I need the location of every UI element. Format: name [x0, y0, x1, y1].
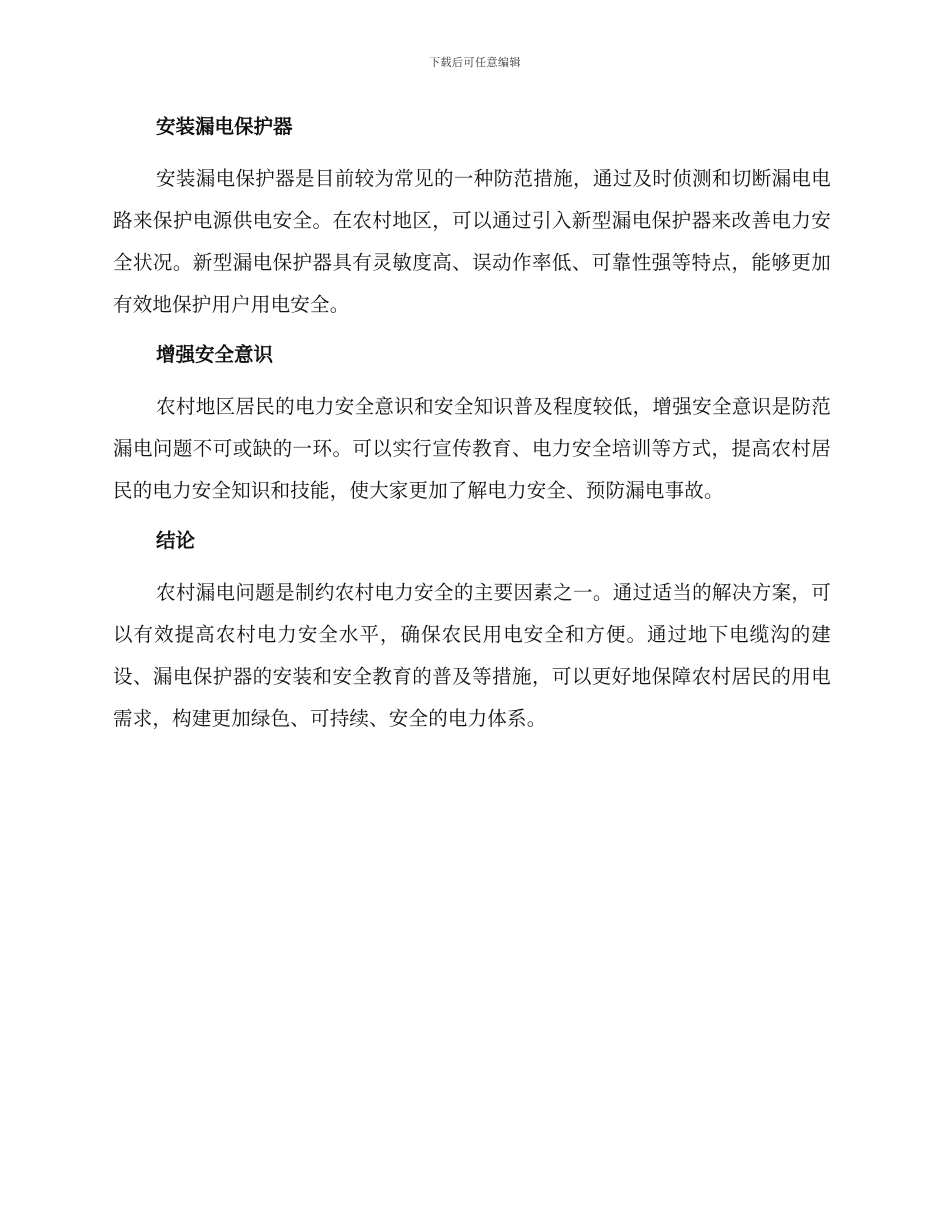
section-safety-awareness	[113, 338, 831, 512]
section-paragraph: 安装漏电保护器是目前较为常见的一种防范措施，通过及时侦测和切断漏电电路来保护电源供电安全。在农村地区，可以通过引入新型漏电保护器来改善电力安全状况。新型漏电保护器具有灵敏度高、误动作率低、可靠性强等特点，能够更加有效地保护用户用电安全。	[113, 167, 831, 316]
section-heading: 增强安全意识	[156, 343, 274, 366]
document-content	[113, 110, 831, 752]
section-install-protector	[113, 110, 831, 326]
section-paragraph: 农村漏电问题是制约农村电力安全的主要因素之一。通过适当的解决方案，可以有效提高农村电力安全水平，确保农民用电安全和方便。通过地下电缆沟的建设、漏电保护器的安装和安全教育的普及等措施，可以更好地保障农村居民的用电需求，构建更加绿色、可持续、安全的电力体系。	[113, 581, 831, 730]
section-conclusion	[113, 524, 831, 740]
section-paragraph: 农村地区居民的电力安全意识和安全知识普及程度较低，增强安全意识是防范漏电问题不可或缺的一环。可以实行宣传教育、电力安全培训等方式，提高农村居民的电力安全知识和技能，使大家更加了解电力安全、预防漏电事故。	[113, 395, 831, 502]
section-heading: 安装漏电保护器	[156, 115, 293, 138]
page-header-note: 下载后可任意编辑	[429, 56, 521, 69]
section-heading: 结论	[156, 529, 196, 552]
